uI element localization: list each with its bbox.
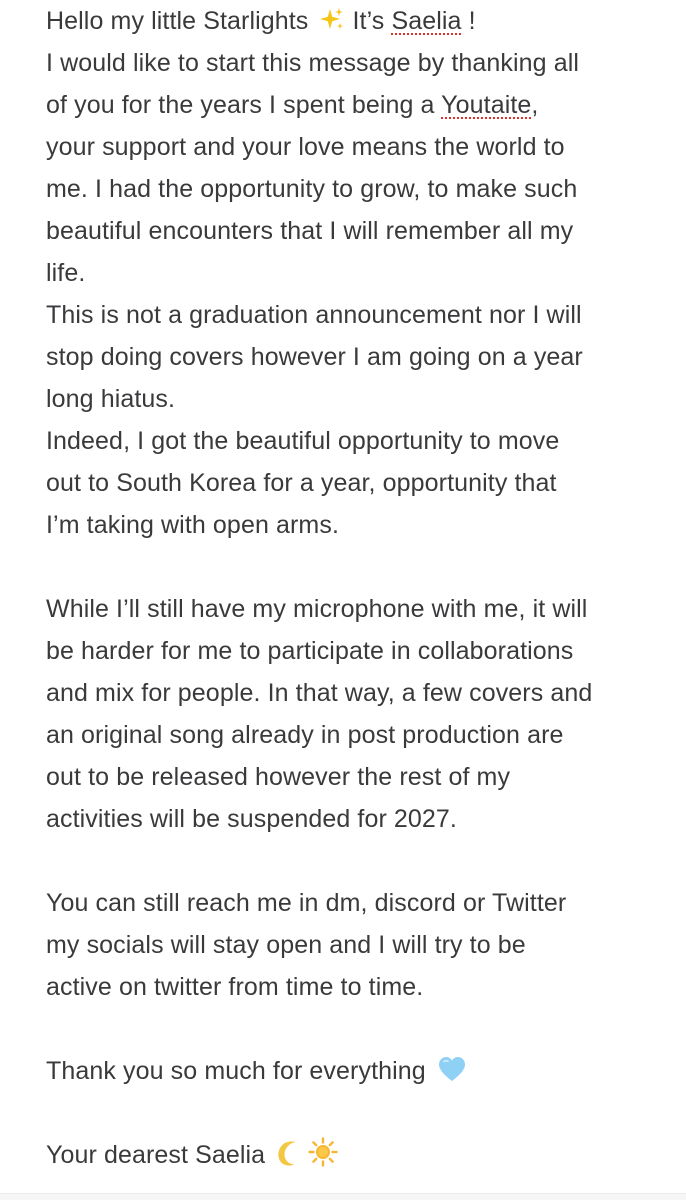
text-line: stop doing covers however I am going on a year <box>46 343 583 371</box>
text-line: me. I had the opportunity to grow, to make such <box>46 175 578 203</box>
text-segment: , <box>531 91 539 119</box>
text-line: and mix for people. In that way, a few covers and <box>46 679 593 707</box>
text-line: beautiful encounters that I will remember all my <box>46 217 574 245</box>
text-line: your support and your love means the world to <box>46 133 565 161</box>
signature-text: Your dearest Saelia <box>46 1141 266 1169</box>
blank-line <box>46 1092 666 1134</box>
sun-icon <box>308 1137 338 1180</box>
text-line: life. <box>46 259 86 287</box>
blank-line <box>46 546 666 588</box>
signature-line <box>46 1134 666 1176</box>
crescent-moon-icon <box>276 1138 304 1180</box>
sparkles-icon <box>319 4 345 46</box>
text-line: an original song already in post production are <box>46 721 564 749</box>
greeting-name-misspelled[interactable]: Saelia <box>391 7 462 35</box>
misspelled-word[interactable]: Youtaite <box>441 91 532 119</box>
blank-line <box>46 840 666 882</box>
text-line: be harder for me to participate in collaborations <box>46 637 574 665</box>
text-line: While I’ll still have my microphone with me, it will <box>46 595 588 623</box>
blue-heart-icon <box>437 1054 467 1096</box>
greeting-exclamation: ! <box>468 7 476 35</box>
greeting-text: Hello my little Starlights <box>46 7 309 35</box>
text-line: This is not a graduation announcement nor I will <box>46 301 582 329</box>
greeting-line <box>46 0 666 42</box>
text-line: out to South Korea for a year, opportunity that <box>46 469 557 497</box>
text-line <box>46 84 666 126</box>
text-line: active on twitter from time to time. <box>46 973 424 1001</box>
text-line: activities will be suspended for 2027. <box>46 805 457 833</box>
thanks-line <box>46 1050 666 1092</box>
blank-line <box>46 1008 666 1050</box>
text-line: long hiatus. <box>46 385 176 413</box>
thanks-text: Thank you so much for everything <box>46 1057 426 1085</box>
text-line: I would like to start this message by thanking all <box>46 49 580 77</box>
bottom-bar <box>0 1193 686 1200</box>
greeting-its: It’s <box>352 7 385 35</box>
text-line: Indeed, I got the beautiful opportunity to move <box>46 427 560 455</box>
text-line: I’m taking with open arms. <box>46 511 339 539</box>
text-line: You can still reach me in dm, discord or Twitter <box>46 889 567 917</box>
text-line: my socials will stay open and I will try to be <box>46 931 526 959</box>
text-segment: of you for the years I spent being a <box>46 91 435 119</box>
text-line: out to be released however the rest of my <box>46 763 511 791</box>
note-body[interactable] <box>46 0 666 1176</box>
